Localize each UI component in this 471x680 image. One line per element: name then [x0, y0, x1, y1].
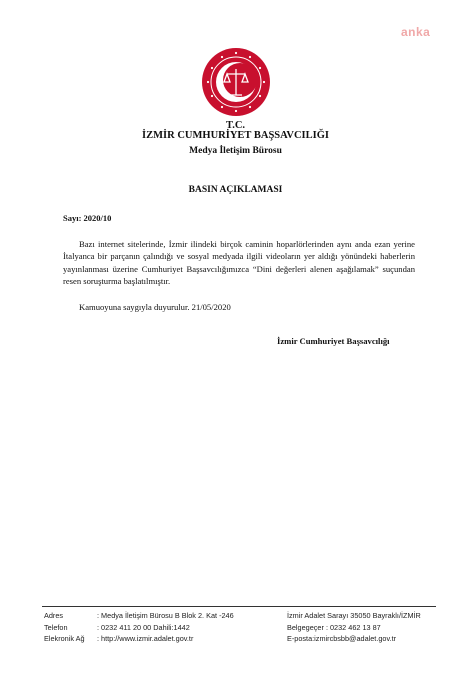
- closing-line: Kamuoyuna saygıyla duyurulur. 21/05/2020: [79, 302, 231, 312]
- footer-web-link[interactable]: : http://www.izmir.adalet.gov.tr: [97, 634, 194, 643]
- header-tc: T.C.: [225, 120, 246, 131]
- footer-divider: [42, 606, 436, 607]
- header-department: Medya İletişim Bürosu: [189, 146, 282, 156]
- footer-web-label: Elekronik Ağ: [44, 634, 85, 643]
- header-office-name: İZMİR CUMHURİYET BAŞSAVCILIĞI: [142, 130, 329, 141]
- document-number: Sayı: 2020/10: [63, 213, 112, 223]
- footer-address-value: : Medya İletişim Bürosu B Blok 2. Kat -246: [97, 611, 234, 620]
- footer-address-right: İzmir Adalet Sarayı 35050 Bayraklı/İZMİR: [287, 611, 421, 620]
- justice-seal-logo: [201, 47, 271, 117]
- signature: İzmir Cumhuriyet Başsavcılığı: [277, 336, 390, 346]
- footer-phone-value: : 0232 411 20 00 Dahili:1442: [97, 623, 190, 632]
- body-paragraph: Bazı internet sitelerinde, İzmir ilindeki birçok caminin hoparlörlerinden aynı anda ezan yerine İtalyanca bir parçanın çalındığı ve sosyal medyada ilgili videoların yer aldığı yönündeki haberlerin yayınlanması üzerine Cumhuriyet Başsavcılığımızca “Dini değerleri alenen aşağılamak” suçundan resen soruşturma başlatılmıştır.: [63, 239, 415, 286]
- footer-address-label: Adres: [44, 611, 64, 620]
- document-title: BASIN AÇIKLAMASI: [188, 185, 283, 195]
- footer-phone-label: Telefon: [44, 623, 68, 632]
- footer-email[interactable]: E-posta:izmircbsbb@adalet.gov.tr: [287, 634, 397, 643]
- anka-watermark: anka: [401, 25, 431, 39]
- footer-fax: Belgegeçer : 0232 462 13 87: [287, 623, 381, 632]
